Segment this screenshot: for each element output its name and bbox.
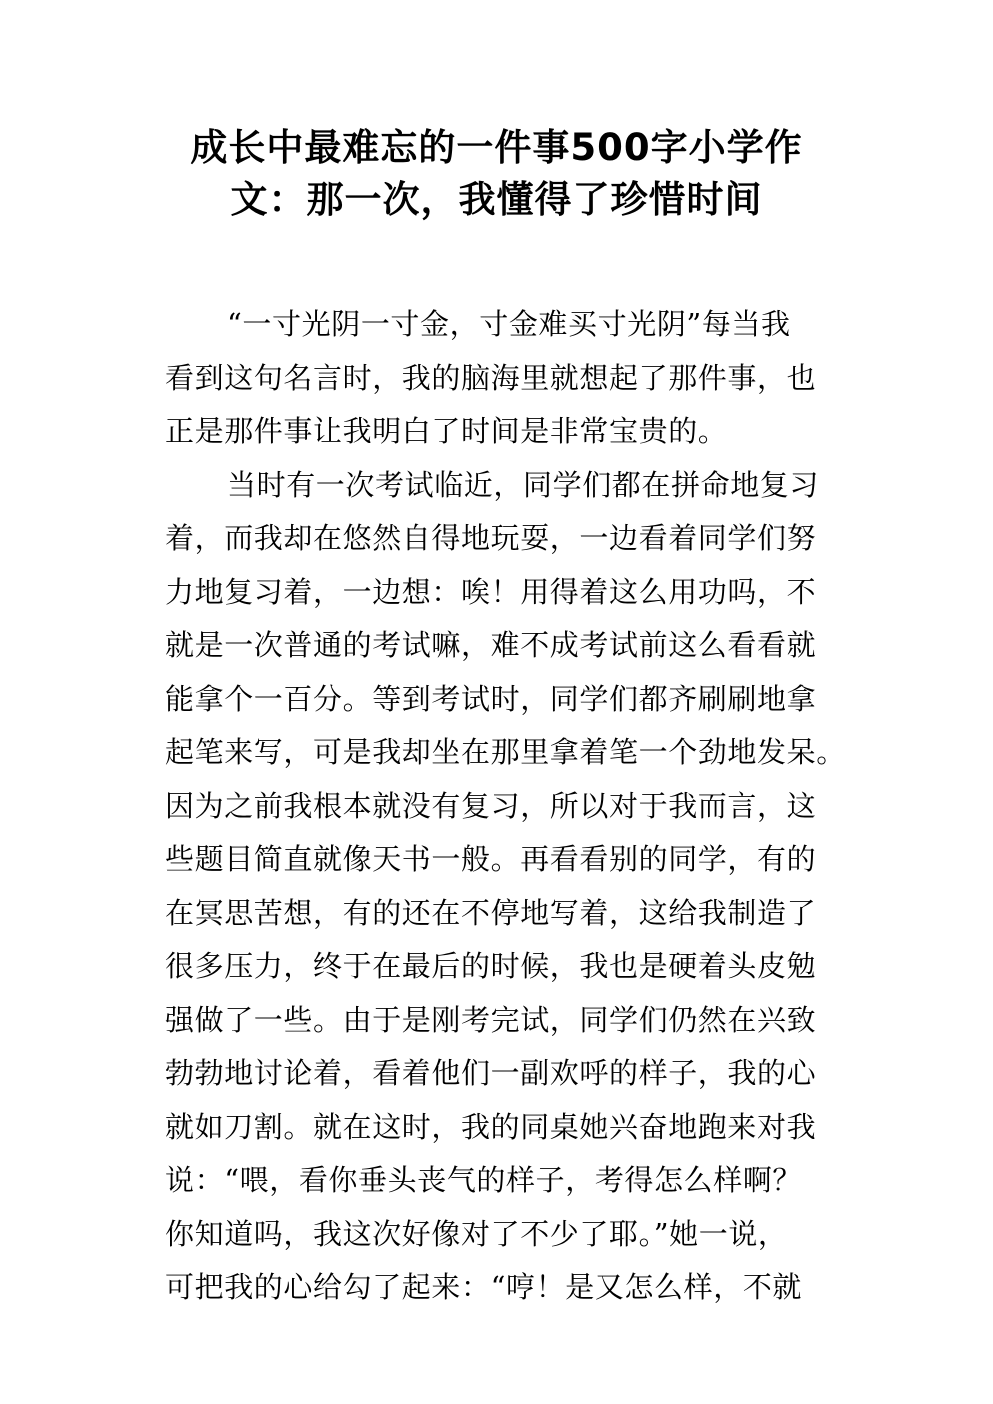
body-line: 力地复习着，一边想：唉！用得着这么用功吗，不 [165, 574, 817, 609]
body-line: 在冥思苦想，有的还在不停地写着，这给我制造了 [165, 895, 817, 930]
title-line: 文：那一次，我懂得了珍惜时间 [230, 178, 763, 221]
body-line: 你知道吗，我这次好像对了不少了耶。”她一说， [165, 1216, 788, 1251]
body-line: 能拿个一百分。等到考试时，同学们都齐刷刷地拿 [165, 681, 817, 716]
body-line: 强做了一些。由于是刚考完试，同学们仍然在兴致 [165, 1002, 817, 1037]
body-line: 看到这句名言时，我的脑海里就想起了那件事，也 [165, 360, 817, 395]
body-line: 些题目简直就像天书一般。再看看别的同学，有的 [165, 842, 817, 876]
title-line: 成长中最难忘的一件事500字小学作 [190, 126, 803, 169]
body-line: 勃勃地讨论着，看着他们一副欢呼的样子，我的心 [165, 1056, 817, 1090]
body-line: 可把我的心给勾了起来：“哼！是又怎么样，不就 [165, 1270, 803, 1304]
body-line: 起笔来写，可是我却坐在那里拿着笔一个劲地发呆。 [165, 735, 846, 769]
body-line: 很多压力，终于在最后的时候，我也是硬着头皮勉 [165, 949, 817, 983]
body-line-paragraph-start: 当时有一次考试临近，同学们都在拼命地复习 [227, 467, 820, 502]
body-line: 正是那件事让我明白了时间是非常宝贵的。 [165, 414, 728, 448]
body-line: 就是一次普通的考试嘛，难不成考试前这么看看就 [165, 628, 817, 662]
article-title [120, 122, 873, 226]
body-line: 说：“喂，看你垂头丧气的样子，考得怎么样啊？ [165, 1163, 803, 1197]
body-line-paragraph-start: “一寸光阴一寸金，寸金难买寸光阴”每当我 [227, 307, 791, 341]
body-line: 就如刀割。就在这时，我的同桌她兴奋地跑来对我 [165, 1109, 817, 1144]
article-body [165, 298, 865, 1315]
body-line: 着，而我却在悠然自得地玩耍，一边看着同学们努 [165, 521, 817, 555]
body-line: 因为之前我根本就没有复习，所以对于我而言，这 [165, 788, 817, 823]
